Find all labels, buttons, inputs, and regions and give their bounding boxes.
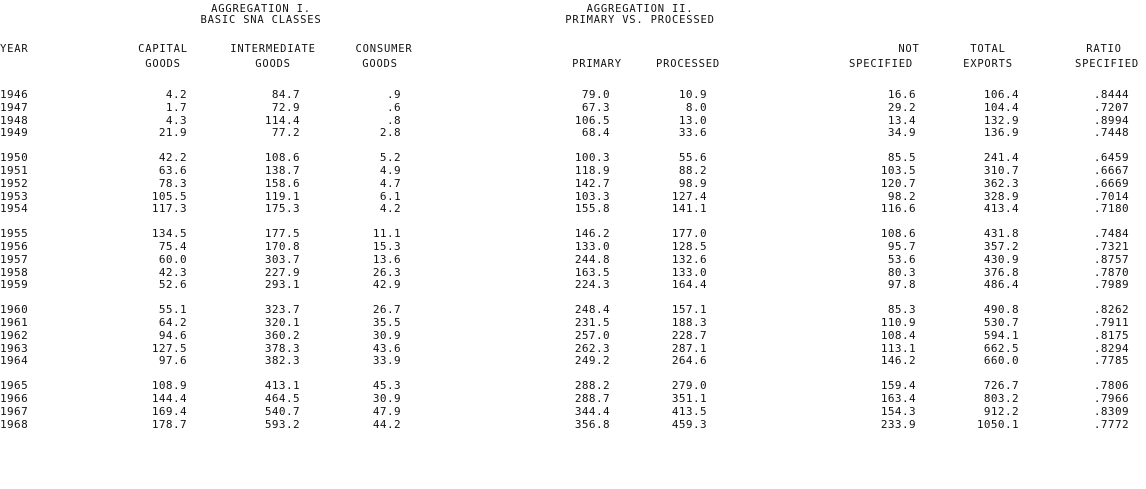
cell-ratio-specified: .7448: [1093, 126, 1129, 140]
cell-primary: 155.8: [574, 202, 610, 216]
cell-consumer-goods: 44.2: [372, 417, 401, 431]
cell-primary: 146.2: [574, 227, 610, 241]
cell-total-exports: 362.3: [983, 176, 1019, 190]
cell-primary: 67.3: [581, 100, 610, 114]
cell-year: 1962: [0, 328, 29, 342]
col-header-capital-line1: CAPITAL: [138, 43, 188, 55]
cell-primary: 249.2: [574, 354, 610, 368]
cell-capital-goods: 42.2: [158, 151, 187, 165]
cell-processed: 228.7: [671, 328, 707, 342]
cell-primary: 288.2: [574, 379, 610, 393]
cell-not-specified: 53.6: [887, 252, 916, 266]
cell-capital-goods: 42.3: [158, 265, 187, 279]
cell-intermediate-goods: 114.4: [264, 113, 300, 127]
cell-ratio-specified: .8262: [1093, 303, 1129, 317]
cell-consumer-goods: 4.9: [379, 164, 401, 177]
cell-total-exports: 430.9: [983, 252, 1019, 266]
cell-not-specified: 29.2: [887, 100, 916, 114]
cell-total-exports: 803.2: [983, 392, 1019, 405]
cell-not-specified: 16.6: [887, 88, 916, 101]
cell-total-exports: 662.5: [983, 341, 1019, 355]
col-header-consumer-line2: GOODS: [362, 58, 398, 70]
cell-primary: 68.4: [581, 126, 610, 140]
cell-year: 1963: [0, 341, 29, 355]
cell-intermediate-goods: 175.3: [264, 202, 300, 216]
cell-capital-goods: 134.5: [151, 227, 187, 241]
cell-year: 1964: [0, 354, 29, 368]
cell-year: 1957: [0, 252, 29, 266]
cell-processed: 55.6: [678, 151, 707, 165]
cell-not-specified: 146.2: [880, 354, 916, 368]
cell-total-exports: 357.2: [983, 240, 1019, 253]
cell-capital-goods: 64.2: [158, 316, 187, 329]
cell-intermediate-goods: 138.7: [264, 164, 300, 177]
cell-capital-goods: 97.6: [158, 354, 187, 368]
cell-processed: 33.6: [678, 126, 707, 140]
cell-processed: 13.0: [678, 113, 707, 127]
cell-year: 1965: [0, 379, 29, 393]
cell-total-exports: 132.9: [983, 113, 1019, 127]
cell-total-exports: 726.7: [983, 379, 1019, 393]
cell-consumer-goods: 4.7: [379, 176, 401, 190]
cell-consumer-goods: 26.7: [372, 303, 401, 317]
cell-ratio-specified: .8175: [1093, 328, 1129, 342]
cell-capital-goods: 52.6: [158, 278, 187, 292]
cell-consumer-goods: 4.2: [379, 202, 401, 216]
cell-year: 1951: [0, 164, 29, 177]
cell-ratio-specified: .7785: [1093, 354, 1129, 368]
cell-ratio-specified: .7321: [1093, 240, 1129, 253]
cell-capital-goods: 169.4: [151, 404, 187, 418]
cell-processed: 264.6: [671, 354, 707, 368]
cell-capital-goods: 94.6: [158, 328, 187, 342]
cell-not-specified: 85.3: [887, 303, 916, 317]
cell-total-exports: 136.9: [983, 126, 1019, 140]
cell-year: 1966: [0, 392, 29, 405]
cell-not-specified: 34.9: [887, 126, 916, 140]
cell-primary: 133.0: [574, 240, 610, 253]
cell-intermediate-goods: 413.1: [264, 379, 300, 393]
cell-ratio-specified: .8994: [1093, 113, 1129, 127]
cell-total-exports: 1050.1: [976, 417, 1019, 431]
cell-capital-goods: 108.9: [151, 379, 187, 393]
cell-year: 1953: [0, 189, 29, 203]
cell-ratio-specified: .8294: [1093, 341, 1129, 355]
cell-year: 1954: [0, 202, 29, 216]
cell-not-specified: 113.1: [880, 341, 916, 355]
cell-year: 1958: [0, 265, 29, 279]
cell-intermediate-goods: 320.1: [264, 316, 300, 329]
cell-processed: 459.3: [671, 417, 707, 431]
cell-year: 1950: [0, 151, 29, 165]
cell-intermediate-goods: 303.7: [264, 252, 300, 266]
cell-not-specified: 108.6: [880, 227, 916, 241]
cell-year: 1961: [0, 316, 29, 329]
cell-capital-goods: 1.7: [165, 100, 187, 114]
cell-primary: 257.0: [574, 328, 610, 342]
cell-ratio-specified: .7484: [1093, 227, 1129, 241]
cell-consumer-goods: .6: [386, 100, 401, 114]
col-header-capital-line2: GOODS: [145, 58, 181, 70]
cell-intermediate-goods: 170.8: [264, 240, 300, 253]
cell-not-specified: 95.7: [887, 240, 916, 253]
cell-year: 1949: [0, 126, 29, 140]
cell-processed: 157.1: [671, 303, 707, 317]
group1-title-line2: BASIC SNA CLASSES: [200, 14, 322, 26]
cell-total-exports: 241.4: [983, 151, 1019, 165]
cell-consumer-goods: 30.9: [372, 392, 401, 405]
cell-ratio-specified: .7870: [1093, 265, 1129, 279]
cell-not-specified: 110.9: [880, 316, 916, 329]
cell-ratio-specified: .6669: [1093, 176, 1129, 190]
cell-processed: 351.1: [671, 392, 707, 405]
cell-ratio-specified: .7772: [1093, 417, 1129, 431]
cell-consumer-goods: 11.1: [372, 227, 401, 241]
cell-processed: 98.9: [678, 176, 707, 190]
cell-processed: 164.4: [671, 278, 707, 292]
cell-intermediate-goods: 227.9: [264, 265, 300, 279]
cell-not-specified: 80.3: [887, 265, 916, 279]
cell-intermediate-goods: 593.2: [264, 417, 300, 431]
cell-ratio-specified: .7806: [1093, 379, 1129, 393]
cell-not-specified: 159.4: [880, 379, 916, 393]
cell-not-specified: 120.7: [880, 176, 916, 190]
cell-total-exports: 431.8: [983, 227, 1019, 241]
cell-intermediate-goods: 378.3: [264, 341, 300, 355]
cell-year: 1946: [0, 88, 29, 101]
cell-primary: 142.7: [574, 176, 610, 190]
cell-processed: 177.0: [671, 227, 707, 241]
cell-intermediate-goods: 540.7: [264, 404, 300, 418]
cell-not-specified: 163.4: [880, 392, 916, 405]
cell-year: 1960: [0, 303, 29, 317]
cell-primary: 356.8: [574, 417, 610, 431]
col-header-total-exports-line1: TOTAL: [970, 43, 1006, 55]
cell-intermediate-goods: 77.2: [271, 126, 300, 140]
cell-year: 1959: [0, 278, 29, 292]
cell-primary: 231.5: [574, 316, 610, 329]
cell-processed: 8.0: [685, 100, 707, 114]
group1-title-line1: AGGREGATION I.: [211, 3, 311, 15]
cell-consumer-goods: 42.9: [372, 278, 401, 292]
cell-capital-goods: 178.7: [151, 417, 187, 431]
cell-capital-goods: 55.1: [158, 303, 187, 317]
cell-primary: 344.4: [574, 404, 610, 418]
cell-year: 1947: [0, 100, 29, 114]
cell-capital-goods: 21.9: [158, 126, 187, 140]
cell-total-exports: 413.4: [983, 202, 1019, 216]
col-header-ratio-specified-line2: SPECIFIED: [1074, 58, 1140, 70]
cell-ratio-specified: .7989: [1093, 278, 1129, 292]
cell-intermediate-goods: 360.2: [264, 328, 300, 342]
cell-capital-goods: 117.3: [151, 202, 187, 216]
cell-consumer-goods: 35.5: [372, 316, 401, 329]
cell-capital-goods: 60.0: [158, 252, 187, 266]
cell-consumer-goods: 2.8: [379, 126, 401, 140]
cell-primary: 224.3: [574, 278, 610, 292]
cell-capital-goods: 63.6: [158, 164, 187, 177]
cell-not-specified: 116.6: [880, 202, 916, 216]
cell-intermediate-goods: 382.3: [264, 354, 300, 368]
cell-intermediate-goods: 158.6: [264, 176, 300, 190]
cell-primary: 163.5: [574, 265, 610, 279]
cell-intermediate-goods: 108.6: [264, 151, 300, 165]
cell-total-exports: 328.9: [983, 189, 1019, 203]
cell-consumer-goods: 5.2: [379, 151, 401, 165]
cell-year: 1968: [0, 417, 29, 431]
cell-year: 1948: [0, 113, 29, 127]
cell-consumer-goods: 30.9: [372, 328, 401, 342]
cell-not-specified: 98.2: [887, 189, 916, 203]
cell-processed: 287.1: [671, 341, 707, 355]
cell-total-exports: 530.7: [983, 316, 1019, 329]
cell-consumer-goods: 6.1: [379, 189, 401, 203]
col-header-consumer-line1: CONSUMER: [355, 43, 413, 55]
cell-processed: 128.5: [671, 240, 707, 253]
cell-capital-goods: 105.5: [151, 189, 187, 203]
cell-consumer-goods: 45.3: [372, 379, 401, 393]
cell-total-exports: 106.4: [983, 88, 1019, 101]
cell-primary: 248.4: [574, 303, 610, 317]
cell-consumer-goods: 43.6: [372, 341, 401, 355]
cell-ratio-specified: .6667: [1093, 164, 1129, 177]
group2-title-line2: PRIMARY VS. PROCESSED: [565, 14, 715, 26]
cell-processed: 413.5: [671, 404, 707, 418]
cell-capital-goods: 4.3: [165, 113, 187, 127]
cell-primary: 244.8: [574, 252, 610, 266]
cell-intermediate-goods: 177.5: [264, 227, 300, 241]
cell-processed: 133.0: [671, 265, 707, 279]
cell-ratio-specified: .7014: [1093, 189, 1129, 203]
cell-year: 1952: [0, 176, 29, 190]
col-header-processed: PROCESSED: [655, 58, 721, 70]
cell-processed: 10.9: [678, 88, 707, 101]
cell-primary: 288.7: [574, 392, 610, 405]
cell-ratio-specified: .8757: [1093, 252, 1129, 266]
group2-title-line1: AGGREGATION II.: [586, 3, 694, 15]
cell-capital-goods: 127.5: [151, 341, 187, 355]
cell-capital-goods: 4.2: [165, 88, 187, 101]
cell-total-exports: 376.8: [983, 265, 1019, 279]
col-header-not-specified-line2: SPECIFIED: [848, 58, 914, 70]
cell-consumer-goods: .9: [386, 88, 401, 101]
cell-primary: 118.9: [574, 164, 610, 177]
cell-capital-goods: 78.3: [158, 176, 187, 190]
cell-ratio-specified: .8309: [1093, 404, 1129, 418]
cell-consumer-goods: 15.3: [372, 240, 401, 253]
cell-intermediate-goods: 323.7: [264, 303, 300, 317]
cell-processed: 141.1: [671, 202, 707, 216]
col-header-intermediate-line1: INTERMEDIATE: [230, 43, 316, 55]
col-header-total-exports-line2: EXPORTS: [963, 58, 1013, 70]
cell-intermediate-goods: 464.5: [264, 392, 300, 405]
cell-not-specified: 103.5: [880, 164, 916, 177]
cell-primary: 79.0: [581, 88, 610, 101]
cell-not-specified: 13.4: [887, 113, 916, 127]
col-header-not-specified-line1: NOT: [898, 43, 920, 55]
cell-consumer-goods: 47.9: [372, 404, 401, 418]
cell-primary: 262.3: [574, 341, 610, 355]
cell-capital-goods: 144.4: [151, 392, 187, 405]
cell-ratio-specified: .7966: [1093, 392, 1129, 405]
cell-consumer-goods: 13.6: [372, 252, 401, 266]
cell-intermediate-goods: 119.1: [264, 189, 300, 203]
cell-total-exports: 310.7: [983, 164, 1019, 177]
cell-year: 1955: [0, 227, 29, 241]
cell-not-specified: 97.8: [887, 278, 916, 292]
cell-processed: 127.4: [671, 189, 707, 203]
cell-not-specified: 233.9: [880, 417, 916, 431]
cell-capital-goods: 75.4: [158, 240, 187, 253]
cell-total-exports: 486.4: [983, 278, 1019, 292]
cell-processed: 132.6: [671, 252, 707, 266]
cell-ratio-specified: .7207: [1093, 100, 1129, 114]
cell-processed: 279.0: [671, 379, 707, 393]
cell-primary: 103.3: [574, 189, 610, 203]
cell-total-exports: 490.8: [983, 303, 1019, 317]
cell-not-specified: 85.5: [887, 151, 916, 165]
col-header-year: YEAR: [0, 43, 29, 55]
cell-ratio-specified: .8444: [1093, 88, 1129, 101]
cell-total-exports: 912.2: [983, 404, 1019, 418]
cell-year: 1956: [0, 240, 29, 253]
cell-not-specified: 108.4: [880, 328, 916, 342]
col-header-primary: PRIMARY: [572, 58, 622, 70]
cell-primary: 100.3: [574, 151, 610, 165]
cell-total-exports: 594.1: [983, 328, 1019, 342]
cell-ratio-specified: .7911: [1093, 316, 1129, 329]
cell-year: 1967: [0, 404, 29, 418]
cell-not-specified: 154.3: [880, 404, 916, 418]
col-header-intermediate-line2: GOODS: [255, 58, 291, 70]
cell-processed: 188.3: [671, 316, 707, 329]
cell-total-exports: 660.0: [983, 354, 1019, 368]
cell-intermediate-goods: 84.7: [271, 88, 300, 101]
cell-intermediate-goods: 72.9: [271, 100, 300, 114]
cell-processed: 88.2: [678, 164, 707, 177]
cell-consumer-goods: 26.3: [372, 265, 401, 279]
cell-consumer-goods: 33.9: [372, 354, 401, 368]
cell-consumer-goods: .8: [386, 113, 401, 127]
cell-total-exports: 104.4: [983, 100, 1019, 114]
col-header-ratio-specified-line1: RATIO: [1086, 43, 1122, 55]
cell-primary: 106.5: [574, 113, 610, 127]
cell-intermediate-goods: 293.1: [264, 278, 300, 292]
cell-ratio-specified: .6459: [1093, 151, 1129, 165]
cell-ratio-specified: .7180: [1093, 202, 1129, 216]
